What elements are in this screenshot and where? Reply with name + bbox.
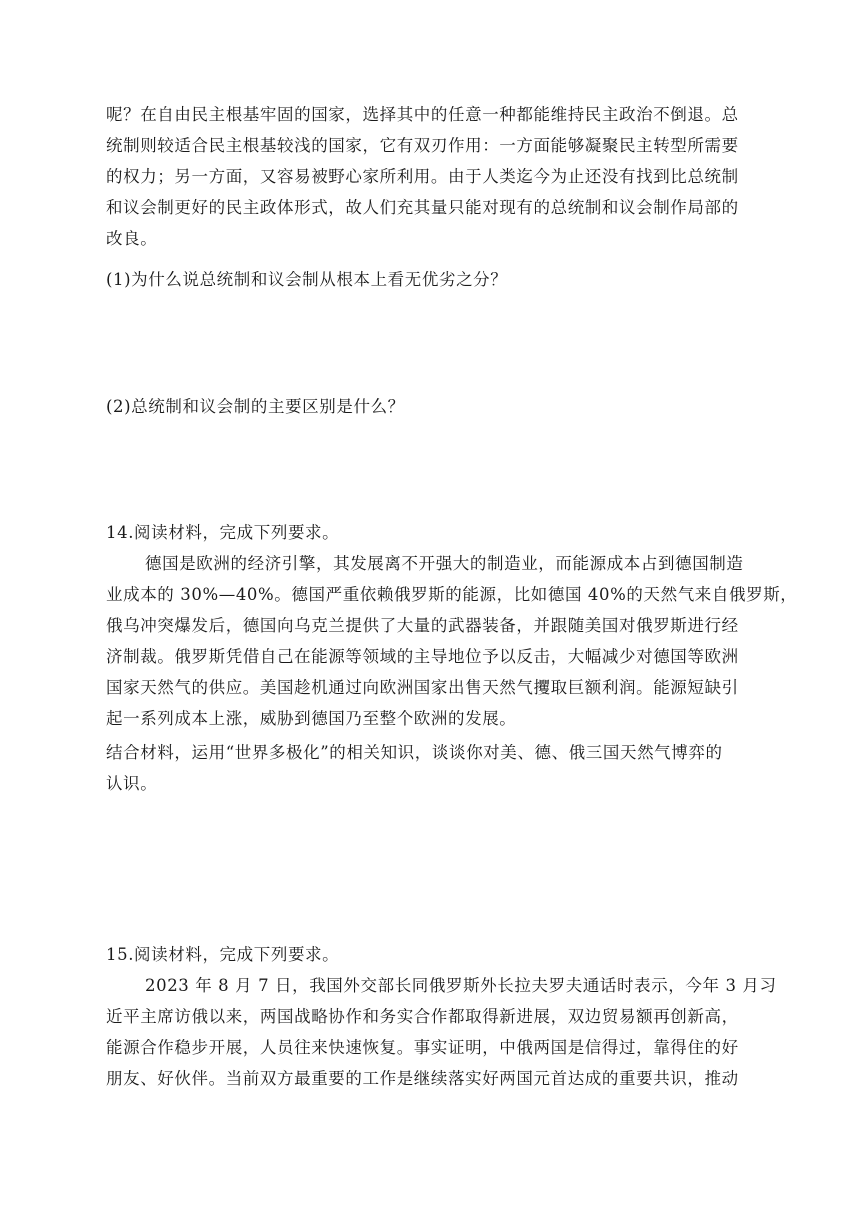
material-line: 能源合作稳步开展，人员往来快速恢复。事实证明，中俄两国是信得过，靠得住的好 [106, 1038, 739, 1057]
passage-line: 统制则较适合民主根基较浅的国家，它有双刃作用：一方面能够凝聚民主转型所需要 [106, 136, 739, 155]
material-line: 俄乌冲突爆发后，德国向乌克兰提供了大量的武器装备，并跟随美国对俄罗斯进行经 [106, 616, 739, 635]
question-14-heading: 14.阅读材料，完成下列要求。 [106, 523, 340, 542]
question-14-task: 认识。 [106, 774, 158, 793]
material-line: 2023 年 8 月 7 日，我国外交部长同俄罗斯外长拉夫罗夫通话时表示，今年 3 月习 [145, 976, 777, 995]
material-line: 朋友、好伙伴。当前双方最重要的工作是继续落实好两国元首达成的重要共识，推动 [106, 1069, 739, 1088]
material-line: 济制裁。俄罗斯凭借自己在能源等领域的主导地位予以反击，大幅减少对德国等欧洲 [106, 647, 739, 666]
material-line: 近平主席访俄以来，两国战略协作和务实合作都取得新进展，双边贸易额再创新高， [106, 1007, 739, 1026]
material-line: 国家天然气的供应。美国趁机通过向欧洲国家出售天然气攫取巨额利润。能源短缺引 [106, 678, 739, 697]
question-13-2: (2)总统制和议会制的主要区别是什么？ [106, 397, 405, 416]
question-13-1: (1)为什么说总统制和议会制从根本上看无优劣之分？ [106, 270, 508, 289]
passage-line: 和议会制更好的民主政体形式，故人们充其量只能对现有的总统制和议会制作局部的 [106, 198, 739, 217]
material-line: 业成本的 30%—40%。德国严重依赖俄罗斯的能源，比如德国 40%的天然气来自俄罗斯， [106, 585, 798, 604]
question-15-heading: 15.阅读材料，完成下列要求。 [106, 945, 340, 964]
question-14-task: 结合材料，运用“世界多极化”的相关知识，谈谈你对美、德、俄三国天然气博弈的 [106, 743, 723, 762]
material-line: 德国是欧洲的经济引擎，其发展离不开强大的制造业，而能源成本占到德国制造 [145, 554, 744, 573]
material-line: 起一系列成本上涨，威胁到德国乃至整个欧洲的发展。 [106, 709, 517, 728]
passage-line: 呢？在自由民主根基牢固的国家，选择其中的任意一种都能维持民主政治不倒退。总 [106, 105, 739, 124]
passage-line: 的权力；另一方面，又容易被野心家所利用。由于人类迄今为止还没有找到比总统制 [106, 167, 739, 186]
passage-line: 改良。 [106, 229, 158, 248]
